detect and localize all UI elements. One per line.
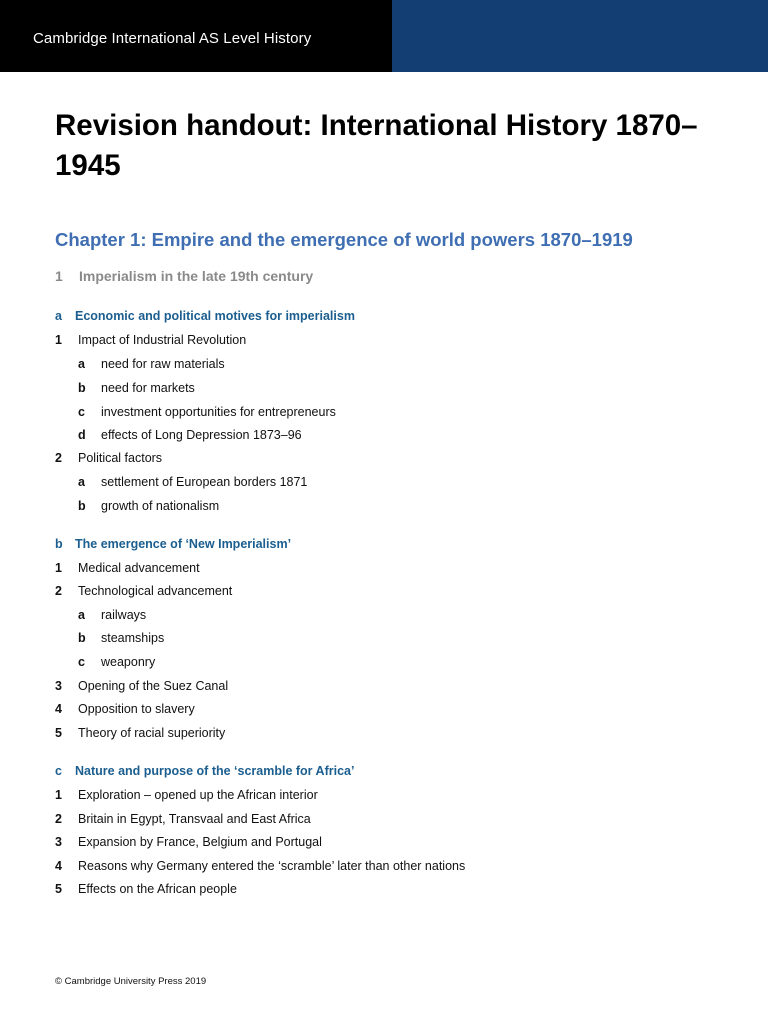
section-label: Economic and political motives for imperialism [75, 309, 355, 323]
item-label: Exploration – opened up the African interior [78, 788, 318, 802]
document-title: Revision handout: International History 1870–1945 [55, 109, 698, 182]
subitem-marker: c [78, 655, 85, 669]
item-marker: 4 [55, 859, 62, 873]
subitem-marker: a [78, 475, 85, 489]
item-label: Opening of the Suez Canal [78, 679, 229, 693]
subitem-marker: d [78, 428, 86, 442]
item-marker: 1 [55, 788, 62, 802]
section-marker: b [55, 537, 63, 551]
subitem-label: need for raw materials [101, 357, 225, 371]
subitem-label: weaponry [101, 655, 156, 669]
header-blue-panel [392, 0, 768, 72]
subitem-label: railways [101, 608, 147, 622]
item-label: Expansion by France, Belgium and Portugal [78, 835, 322, 849]
subitem-label: steamships [101, 631, 165, 645]
section-label: Nature and purpose of the ‘scramble for Africa’ [75, 764, 355, 778]
item-label: Theory of racial superiority [78, 726, 226, 740]
section-marker: c [55, 764, 62, 778]
page-header [0, 0, 768, 72]
subitem-marker: a [78, 608, 85, 622]
item-marker: 3 [55, 679, 62, 693]
header-title: Cambridge International AS Level History [33, 30, 312, 47]
item-label: Effects on the African people [78, 882, 237, 896]
subitem-label: growth of nationalism [101, 499, 220, 513]
item-marker: 2 [55, 451, 62, 465]
item-marker: 1 [55, 333, 62, 347]
item-marker: 5 [55, 882, 62, 896]
subitem-label: investment opportunities for entrepreneurs [101, 405, 336, 419]
item-marker: 5 [55, 726, 62, 740]
item-marker: 4 [55, 702, 62, 716]
subitem-marker: c [78, 405, 85, 419]
item-label: Opposition to slavery [78, 702, 195, 716]
subitem-marker: b [78, 499, 86, 513]
footer-copyright: © Cambridge University Press 2019 [55, 976, 207, 987]
chapter-heading: Chapter 1: Empire and the emergence of world powers 1870–1919 [55, 229, 633, 250]
subitem-label: need for markets [101, 381, 195, 395]
item-marker: 2 [55, 584, 62, 598]
item-label: Britain in Egypt, Transvaal and East Africa [78, 812, 311, 826]
subitem-marker: b [78, 381, 86, 395]
item-label: Technological advancement [78, 584, 233, 598]
item-marker: 2 [55, 812, 62, 826]
item-marker: 3 [55, 835, 62, 849]
item-label: Political factors [78, 451, 163, 465]
item-label: Medical advancement [78, 561, 200, 575]
item-marker: 1 [55, 561, 62, 575]
subitem-label: settlement of European borders 1871 [101, 475, 308, 489]
item-label: Reasons why Germany entered the ‘scramble’ later than other nations [78, 859, 466, 873]
subitem-marker: a [78, 357, 85, 371]
subitem-marker: b [78, 631, 86, 645]
topic-label: Imperialism in the late 19th century [79, 268, 314, 284]
topic-number: 1 [55, 268, 63, 284]
subitem-label: effects of Long Depression 1873–96 [101, 428, 302, 442]
item-label: Impact of Industrial Revolution [78, 333, 247, 347]
section-label: The emergence of ‘New Imperialism’ [75, 537, 292, 551]
section-marker: a [55, 309, 62, 323]
